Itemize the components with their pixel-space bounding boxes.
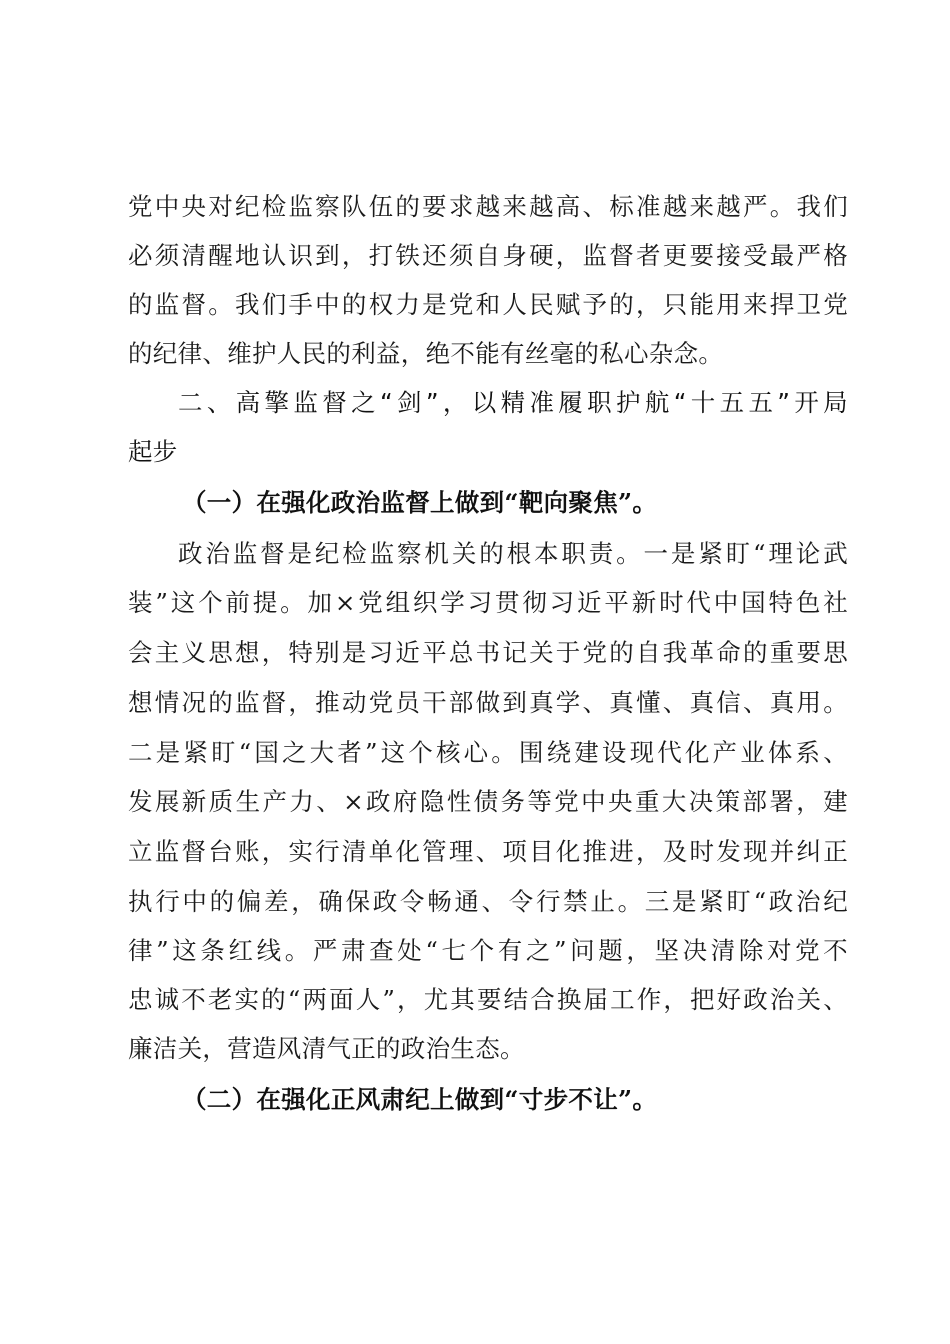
section-heading: 二、高擎监督之“剑”，以精准履职护航“十五五”开局 bbox=[178, 388, 848, 417]
paragraph-line: 必须清醒地认识到，打铁还须自身硬，监督者更要接受最严格 bbox=[128, 241, 848, 270]
paragraph-line: 执行中的偏差，确保政令畅通、令行禁止。三是紧盯“政治纪 bbox=[128, 887, 848, 916]
paragraph-line: 想情况的监督，推动党员干部做到真学、真懂、真信、真用。 bbox=[128, 688, 848, 717]
paragraph-line: 二是紧盯“国之大者”这个核心。围绕建设现代化产业体系、 bbox=[128, 738, 848, 767]
paragraph-line: 的监督。我们手中的权力是党和人民赋予的，只能用来捍卫党 bbox=[128, 290, 848, 319]
paragraph-line: 党中央对纪检监察队伍的要求越来越高、标准越来越严。我们 bbox=[128, 192, 848, 221]
subsection-heading: （二）在强化正风肃纪上做到“寸步不让”。 bbox=[182, 1085, 658, 1114]
paragraph-line: 发展新质生产力、×政府隐性债务等党中央重大决策部署，建 bbox=[128, 787, 848, 816]
paragraph-line: 装”这个前提。加×党组织学习贯彻习近平新时代中国特色社 bbox=[128, 588, 848, 617]
section-heading-continued: 起步 bbox=[128, 437, 178, 466]
paragraph-line: 廉洁关，营造风清气正的政治生态。 bbox=[128, 1034, 525, 1063]
paragraph-line: 会主义思想，特别是习近平总书记关于党的自我革命的重要思 bbox=[128, 638, 848, 667]
paragraph-line: 律”这条红线。严肃查处“七个有之”问题，坚决清除对党不 bbox=[128, 936, 848, 965]
paragraph-line: 立监督台账，实行清单化管理、项目化推进，及时发现并纠正 bbox=[128, 837, 848, 866]
paragraph-line: 的纪律、维护人民的利益，绝不能有丝毫的私心杂念。 bbox=[128, 339, 724, 368]
paragraph-line: 政治监督是纪检监察机关的根本职责。一是紧盯“理论武 bbox=[178, 539, 848, 568]
paragraph-line: 忠诚不老实的“两面人”，尤其要结合换届工作，把好政治关、 bbox=[128, 985, 848, 1014]
subsection-heading: （一）在强化政治监督上做到“靶向聚焦”。 bbox=[182, 488, 658, 517]
